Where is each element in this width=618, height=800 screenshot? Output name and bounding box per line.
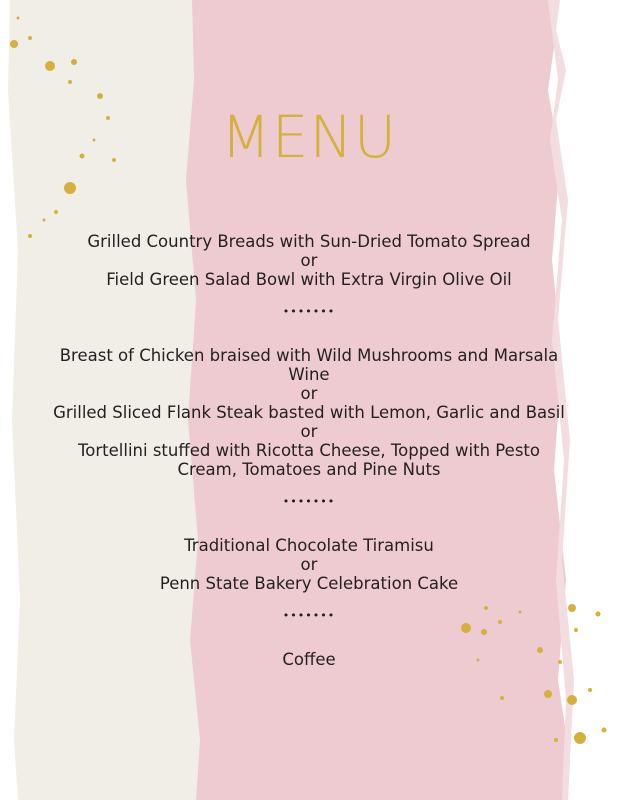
main-course-option-3-line-2: Cream, Tomatoes and Pine Nuts — [177, 460, 441, 479]
separator-2: ••••••• — [282, 495, 336, 508]
main-course-option-1-line-2: Wine — [288, 365, 330, 384]
dessert-option-1: Traditional Chocolate Tiramisu — [184, 536, 434, 555]
main-course-option-3-line-1: Tortellini stuffed with Ricotta Cheese, Topped with Pesto — [78, 441, 540, 460]
first-course-option-1: Grilled Country Breads with Sun-Dried Tomato Spread — [87, 232, 531, 251]
separator-3: ••••••• — [282, 609, 336, 622]
dessert-or: or — [300, 555, 318, 574]
first-course-or: or — [300, 251, 318, 270]
first-course-option-2: Field Green Salad Bowl with Extra Virgin Olive Oil — [106, 270, 512, 289]
main-course-option-2: Grilled Sliced Flank Steak basted with Lemon, Garlic and Basil — [53, 403, 565, 422]
dessert-option-2: Penn State Bakery Celebration Cake — [159, 574, 459, 593]
main-course-or-2: or — [300, 422, 318, 441]
menu-title: MENU — [220, 103, 398, 171]
separator-1: ••••••• — [282, 305, 336, 318]
main-course-option-1-line-1: Breast of Chicken braised with Wild Mushrooms and Marsala — [59, 346, 559, 365]
beverage-coffee: Coffee — [282, 650, 336, 669]
main-course-or-1: or — [300, 384, 318, 403]
